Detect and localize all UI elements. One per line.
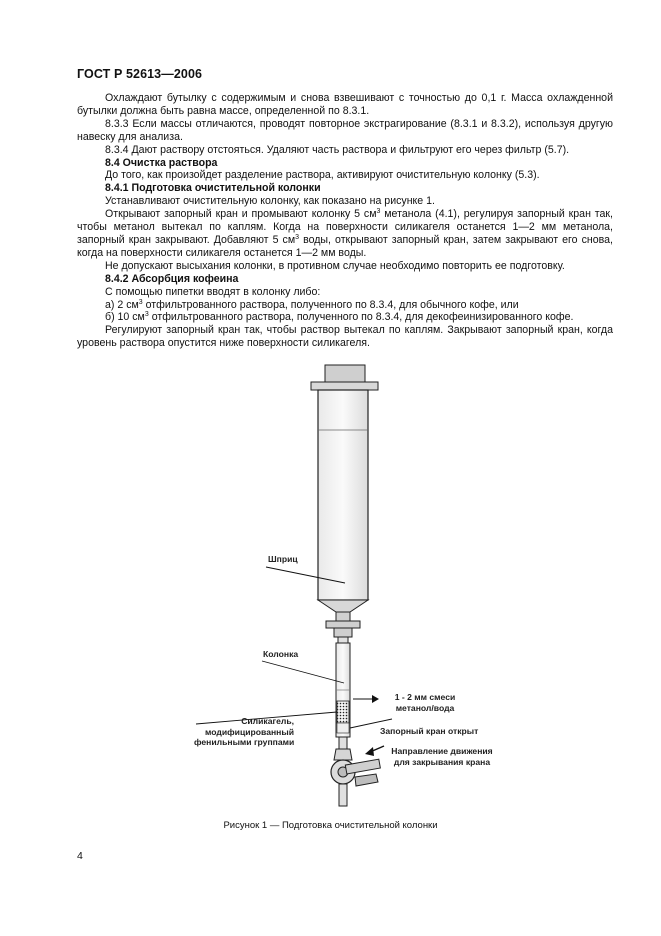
label-valve-open: Запорный кран открыт: [380, 726, 479, 736]
label-column: Колонка: [263, 649, 299, 659]
label-mixture-line: метанол/вода: [395, 702, 455, 713]
paragraph: Устанавливают очистительную колонку, как показано на рисунке 1.: [105, 195, 435, 208]
label-silica: [194, 716, 294, 748]
section-heading: 8.4.1 Подготовка очистительной колонки: [105, 182, 321, 195]
paragraph: Не допускают высыхания колонки, в противном случае необходимо повторить ее подготовку.: [105, 259, 565, 272]
paragraph: 8.3.3 Если массы отличаются, проводят повторное экстрагирование (8.3.1 и 8.3.2), используя другую навеску для анализа.: [77, 117, 613, 143]
section-heading: 8.4.2 Абсорбция кофеина: [105, 272, 239, 285]
paragraph: До того, как произойдет разделение раствора, активируют очистительную колонку (5.3).: [105, 169, 540, 182]
document-header: ГОСТ Р 52613—2006: [77, 67, 203, 81]
luer-connector: [326, 621, 360, 643]
label-direction-line: для закрывания крана: [393, 756, 491, 767]
syringe-barrel: [318, 390, 368, 622]
paragraph: Регулируют запорный кран так, чтобы раствор вытекал по каплям. Закрывают запорный кран, когда уровень раствора опустится ниже поверхности силикагеля.: [77, 324, 613, 350]
page-number: 4: [77, 850, 83, 862]
label-mixture: [386, 692, 464, 713]
label-silica-line: Силикагель,: [241, 716, 294, 726]
label-silica-line: модифицированный: [205, 726, 294, 737]
label-direction-line: Направление движения: [391, 746, 493, 756]
section-heading: 8.4 Очистка раствора: [105, 156, 218, 169]
paragraph: 8.3.4 Дают раствору отстояться. Удаляют часть раствора и фильтруют его через фильтр (5.7).: [105, 143, 570, 156]
paragraph: Открывают запорный кран и промывают колонку 5 $см^3$ метанола (4.1), регулируя запорный кран так, чтобы метанол вытекал по каплям. Когда на поверхности силикагеля останется 1—2 мм метанола, запорный кран закрывают. Добавляют 5 $см^3$ воды, открывают запорный кран, затем закрывают его снова, когда на поверхности силикагеля останется 1—2 мм воды.: [77, 208, 614, 259]
label-syringe: Шприц: [268, 554, 298, 564]
paragraph: Охлаждают бутылку с содержимым и снова взвешивают с точностью до 0,1 г. Масса охлажденной бутылки должна быть равна массе, определенной по 8.3.1.: [77, 92, 613, 117]
direction-arrow: [365, 746, 384, 756]
list-item: а) 2 $см^3$ отфильтрованного раствора, полученного по 8.3.4, для обычного кофе, или: [105, 298, 519, 311]
label-silica-line: фенильными группами: [194, 737, 295, 747]
paragraph: С помощью пипетки вводят в колонку либо:: [105, 285, 321, 298]
list-item: б) 10 $см^3$ отфильтрованного раствора, полученного по 8.3.4, для декофеинизированного кофе.: [105, 311, 574, 324]
label-mixture-line: 1 - 2 мм смеси: [394, 692, 456, 702]
figure-caption: Рисунок 1 — Подготовка очистительной колонки: [223, 820, 438, 831]
label-direction: [386, 746, 498, 767]
column-tube: [336, 643, 350, 737]
